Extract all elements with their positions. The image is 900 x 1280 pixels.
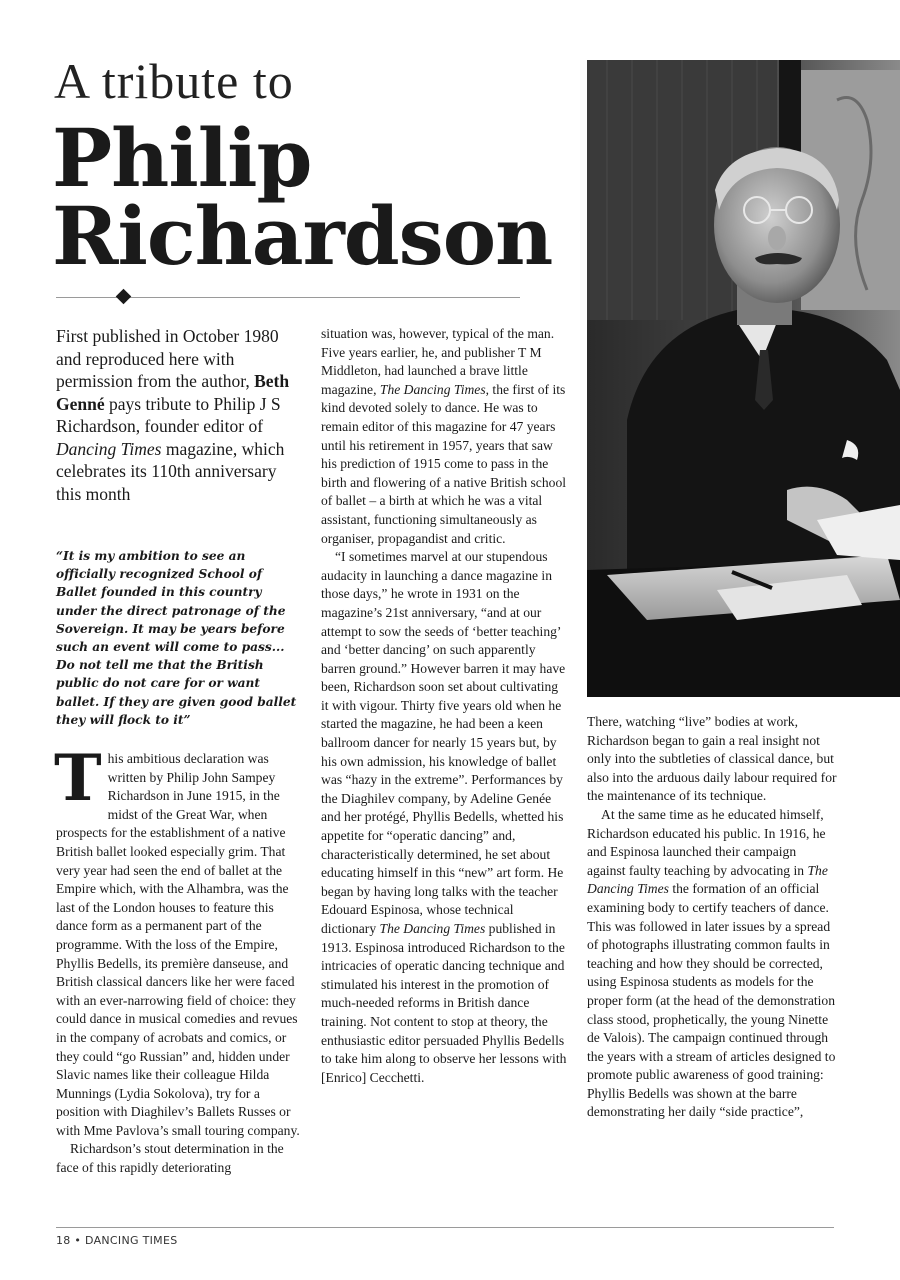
title-last-name: Richardson bbox=[52, 189, 553, 283]
title-first-name: Philip bbox=[52, 111, 312, 205]
paragraph bbox=[321, 548, 567, 1087]
paragraph-text: published in 1913. Espinosa introduced Richardson to the intricacies of operatic dancing technique and stimulated his interest in the promotion of much-needed reforms in British dance training. Not content to stop at theory, the enthusiastic editor persuaded Phyllis Bedells to take him along to observe her lessons with [Enrico] Cecchetti. bbox=[321, 921, 567, 1085]
magazine-title: The Dancing Times bbox=[379, 381, 486, 397]
standfirst-text: pays tribute to Philip J S Richardson, founder editor of bbox=[56, 393, 281, 436]
standfirst-magazine: Dancing Times bbox=[56, 438, 162, 459]
portrait-photo bbox=[587, 60, 900, 697]
paragraph: There, watching “live” bodies at work, Richardson began to gain a real insight not only into the subtleties of classical dance, but also into the arduous daily labour required for the maintenance of its technique. bbox=[587, 714, 837, 804]
title-kicker: A tribute to bbox=[54, 53, 294, 109]
magazine-title: The Dancing Times bbox=[587, 862, 828, 897]
magazine-title: The Dancing Times bbox=[379, 921, 486, 936]
paragraph-text: At the same time as he educated himself, Richardson educated his public. In 1916, he and Espinosa launched their campaign against faulty teaching by advocating in bbox=[587, 806, 826, 878]
page-number: 18 bbox=[56, 1234, 71, 1247]
portrait-illustration bbox=[587, 60, 900, 697]
standfirst-author: Beth Genné bbox=[56, 371, 290, 414]
body-column-3 bbox=[587, 713, 837, 1122]
publication-name: DANCING TIMES bbox=[85, 1234, 178, 1247]
paragraph-text: situation was, however, typical of the man. Five years earlier, he, and publisher T M Middleton, had launched a brave little magazine, bbox=[321, 326, 555, 397]
standfirst-text: magazine, which celebrates its 110th anniversary this month bbox=[56, 438, 285, 504]
standfirst bbox=[56, 325, 296, 505]
paragraph bbox=[321, 325, 567, 548]
standfirst-text: First published in October 1980 and reproduced here with permission from the author, bbox=[56, 326, 279, 391]
footer-divider bbox=[56, 1227, 834, 1228]
paragraph-text: the formation of an official examining body to certify teachers of dance. This was followed in later issues by a spread of photographs illustrating common faults in teaching and how they should be corrected, using Espinosa students as models for the proper form (at the head of the demonstration class stood, prophetically, the young Ninette de Valois). The campaign continued through the years with a stream of articles designed to promote public awareness of good training: Phyllis Bedells was shown at the barre demonstrating her daily “side practice”, bbox=[587, 881, 836, 1120]
body-column-2 bbox=[321, 325, 567, 1087]
drop-cap: T bbox=[54, 741, 102, 816]
paragraph bbox=[587, 806, 837, 1122]
pull-quote: “It is my ambition to see an officially recognized School of Ballet founded in this country under the direct patronage of the Sovereign. It may be years before such an event will come to pass... Do not tell me that the British public do not care for or want ballet. If they are given good ballet they will flock to it” bbox=[56, 549, 297, 727]
paragraph bbox=[54, 741, 301, 1140]
bullet-icon: • bbox=[74, 1234, 82, 1247]
paragraph-text: “I sometimes marvel at our stupendous audacity in launching a dance magazine in those days,” he wrote in 1931 on the magazine’s 21st anniversary, “and at our attempt to sow the seeds of ‘better teaching’ and ‘better dancing’ on such apparently barren ground.” However barren it may have been, Richardson soon set about cultivating it with vigour. Thirty five years old when he started the magazine, he had been a keen ballroom dancer for nearly 15 years but, by his own admission, his knowledge of ballet was “hazy in the extreme”. Performances by the Diaghilev company, by Adeline Genée and her protégé, Phyllis Bedells, whetted his appetite for “operatic dancing” and, characteristically determined, he set about educating himself in this “new” art form. He began by having long talks with the teacher Edouard Espinosa, whose technical dictionary bbox=[321, 549, 566, 936]
paragraph: Richardson’s stout determination in the face of this rapidly deteriorating bbox=[56, 1141, 284, 1176]
body-column-1 bbox=[54, 741, 301, 1178]
page-footer bbox=[56, 1234, 178, 1247]
diamond-ornament-icon bbox=[116, 289, 132, 305]
paragraph-text: , the first of its kind devoted solely to dance. He was to remain editor of this magazine for 47 years until his retirement in 1957, years that saw his prediction of 1915 come to pass in the birth and flowering of a native British school of ballet – a birth at which he was a vital assistant, functioning simultaneously as organiser, propagandist and critic. bbox=[321, 381, 567, 546]
paragraph-text: his ambitious declaration was written by Philip John Sampey Richardson in June 1915, in the midst of the Great War, when prospects for the establishment of a native British ballet looked especially grim. That very year had seen the end of ballet at the Empire which, with the Alhambra, was the last of the London houses to feature this dance form as a permanent part of the programme. With the loss of the Empire, Phyllis Bedells, its première danseuse, and British classical dancers like her were faced with an ever-narrowing field of choice: they could dance in musical comedies and revues in the company of acrobats and comics, or they could “go Russian” and, hidden under Slavic names like their colleague Hilda Munnings (Lydia Sokolova), try for a position with Diaghilev’s Ballets Russes or with Mme Pavlova’s small touring company. bbox=[56, 751, 300, 1138]
